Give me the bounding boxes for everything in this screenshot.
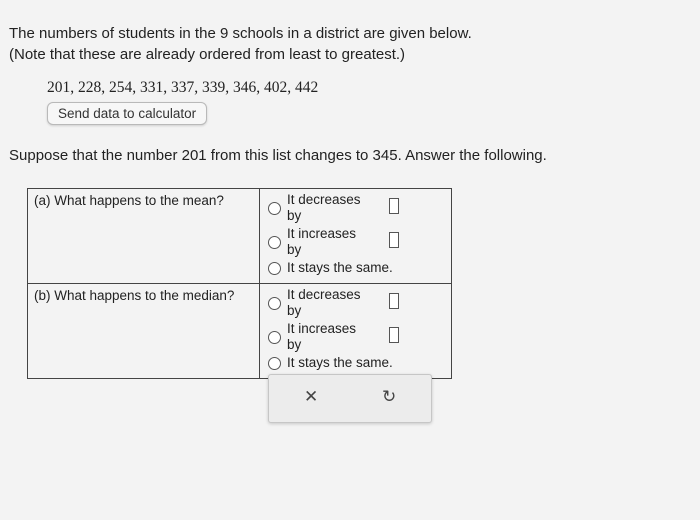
question-table — [27, 188, 452, 379]
option-median-decreases[interactable] — [268, 285, 451, 319]
option-median-same[interactable] — [268, 353, 451, 373]
radio-mean-same[interactable] — [268, 262, 281, 275]
mean-increase-amount-input[interactable] — [389, 232, 399, 248]
question-row-median — [28, 284, 452, 379]
intro-line-1: The numbers of students in the 9 schools in a district are given below. — [9, 25, 472, 42]
reset-icon[interactable]: ↻ — [382, 387, 397, 406]
options-median — [260, 284, 452, 379]
radio-median-increases[interactable] — [268, 331, 281, 344]
question-row-mean — [28, 189, 452, 284]
median-decrease-amount-input[interactable] — [389, 293, 399, 309]
option-label — [287, 321, 369, 353]
question-label-mean: (a) What happens to the mean? — [28, 189, 260, 284]
median-increase-amount-input[interactable] — [389, 327, 399, 343]
option-label-line2: by — [287, 303, 302, 318]
option-label — [287, 226, 369, 258]
clear-icon[interactable]: ✕ — [304, 387, 319, 406]
option-mean-same[interactable] — [268, 258, 451, 278]
intro-text — [9, 23, 472, 65]
radio-mean-increases[interactable] — [268, 236, 281, 249]
option-label-line2: by — [287, 337, 302, 352]
option-label-line1: It increases — [287, 226, 357, 241]
intro-line-2: (Note that these are already ordered from least to greatest.) — [9, 46, 406, 63]
option-label-line1: It decreases — [287, 287, 361, 302]
prompt-text: Suppose that the number 201 from this list changes to 345. Answer the following. — [9, 147, 547, 164]
option-label: It stays the same. — [287, 260, 393, 275]
option-mean-decreases[interactable] — [268, 190, 451, 224]
radio-median-same[interactable] — [268, 357, 281, 370]
option-label-line2: by — [287, 208, 302, 223]
option-label-line2: by — [287, 242, 302, 257]
radio-median-decreases[interactable] — [268, 297, 281, 310]
answer-action-bar — [268, 374, 432, 423]
send-data-button[interactable]: Send data to calculator — [47, 102, 207, 125]
radio-mean-decreases[interactable] — [268, 202, 281, 215]
option-label-line1: It increases — [287, 321, 357, 336]
data-values: 201, 228, 254, 331, 337, 339, 346, 402, 442 — [47, 79, 319, 96]
question-label-median: (b) What happens to the median? — [28, 284, 260, 379]
mean-decrease-amount-input[interactable] — [389, 198, 399, 214]
option-label: It stays the same. — [287, 355, 393, 370]
option-label — [287, 287, 369, 319]
option-label — [287, 192, 369, 224]
option-label-line1: It decreases — [287, 192, 361, 207]
options-mean — [260, 189, 452, 284]
option-median-increases[interactable] — [268, 319, 451, 353]
option-mean-increases[interactable] — [268, 224, 451, 258]
